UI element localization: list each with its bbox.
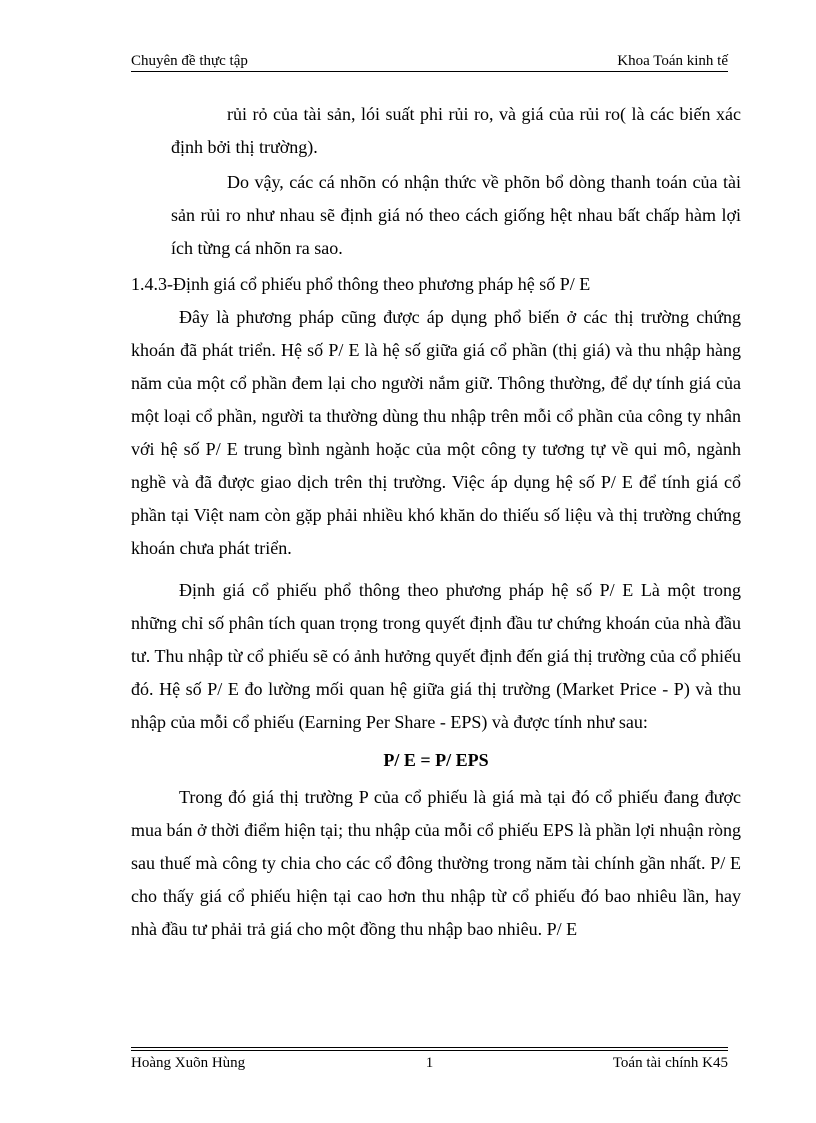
footer-course: Toán tài chính K45	[612, 1055, 728, 1071]
header-left-text: Chuyên đề thực tập	[131, 53, 248, 69]
footer-divider-bottom	[131, 1050, 728, 1051]
header-divider	[131, 71, 728, 72]
paragraph-1: rủi rỏ của tài sản, lói suất phi rủi ro, và giá của rủi ro( là các biến xác định bởi thị trường).	[171, 104, 741, 157]
paragraph-2: Do vậy, các cá nhõn có nhận thức về phõn bổ dòng thanh toán của tài sản rủi ro như nhau sẽ định giá nó theo cách giống hệt nhau bất chấp hàm lợi ích từng cá nhõn ra sao.	[171, 172, 741, 258]
formula: P/ E = P/ EPS	[383, 750, 489, 770]
paragraph-4: Định giá cổ phiếu phổ thông theo phương pháp hệ số P/ E Là một trong những chỉ số phân tích quan trọng trong quyết định đầu tư chứng khoán của nhà đầu tư. Thu nhập từ cổ phiếu sẽ có ảnh hưởng quyết định đến giá thị trường của cổ phiếu đó. Hệ số P/ E đo lường mối quan hệ giữa giá thị trường (Market Price - P) và thu nhập của mỗi cổ phiếu (Earning Per Share - EPS) và được tính như sau:	[131, 580, 741, 732]
footer-author: Hoàng Xuõn Hùng	[131, 1055, 246, 1071]
paragraph-5: Trong đó giá thị trường P của cổ phiếu là giá mà tại đó cổ phiếu đang được mua bán ở thời điểm hiện tại; thu nhập của mỗi cổ phiếu EPS là phần lợi nhuận ròng sau thuế mà công ty chia cho các cổ đông thường trong năm tài chính gần nhất. P/ E cho thấy giá cổ phiếu hiện tại cao hơn thu nhập từ cổ phiếu đó bao nhiêu lần, hay nhà đầu tư phải trả giá cho một đồng thu nhập bao nhiêu. P/ E	[131, 787, 741, 939]
header-right-text: Khoa Toán kinh tế	[617, 53, 728, 69]
section-heading: 1.4.3-Định giá cổ phiếu phổ thông theo phương pháp hệ số P/ E	[131, 274, 591, 294]
footer-divider-top	[131, 1047, 728, 1048]
paragraph-3: Đây là phương pháp cũng được áp dụng phổ biến ở các thị trường chứng khoán đã phát triển. Hệ số P/ E là hệ số giữa giá cổ phần (thị giá) và thu nhập hàng năm của một cổ phần đem lại cho người nắm giữ. Thông thường, để dự tính giá của một loại cổ phần, người ta thường dùng thu nhập trên mỗi cổ phần của công ty nhân với hệ số P/ E trung bình ngành hoặc của một công ty tương tự về qui mô, ngành nghề và đã được giao dịch trên thị trường. Việc áp dụng hệ số P/ E để tính giá cổ phần tại Việt nam còn gặp phải nhiều khó khăn do thiếu số liệu và thị trường chứng khoán chưa phát triển.	[131, 307, 741, 558]
page-footer	[131, 1054, 728, 1074]
page-number: 1	[425, 1055, 434, 1071]
document-body	[131, 98, 741, 946]
